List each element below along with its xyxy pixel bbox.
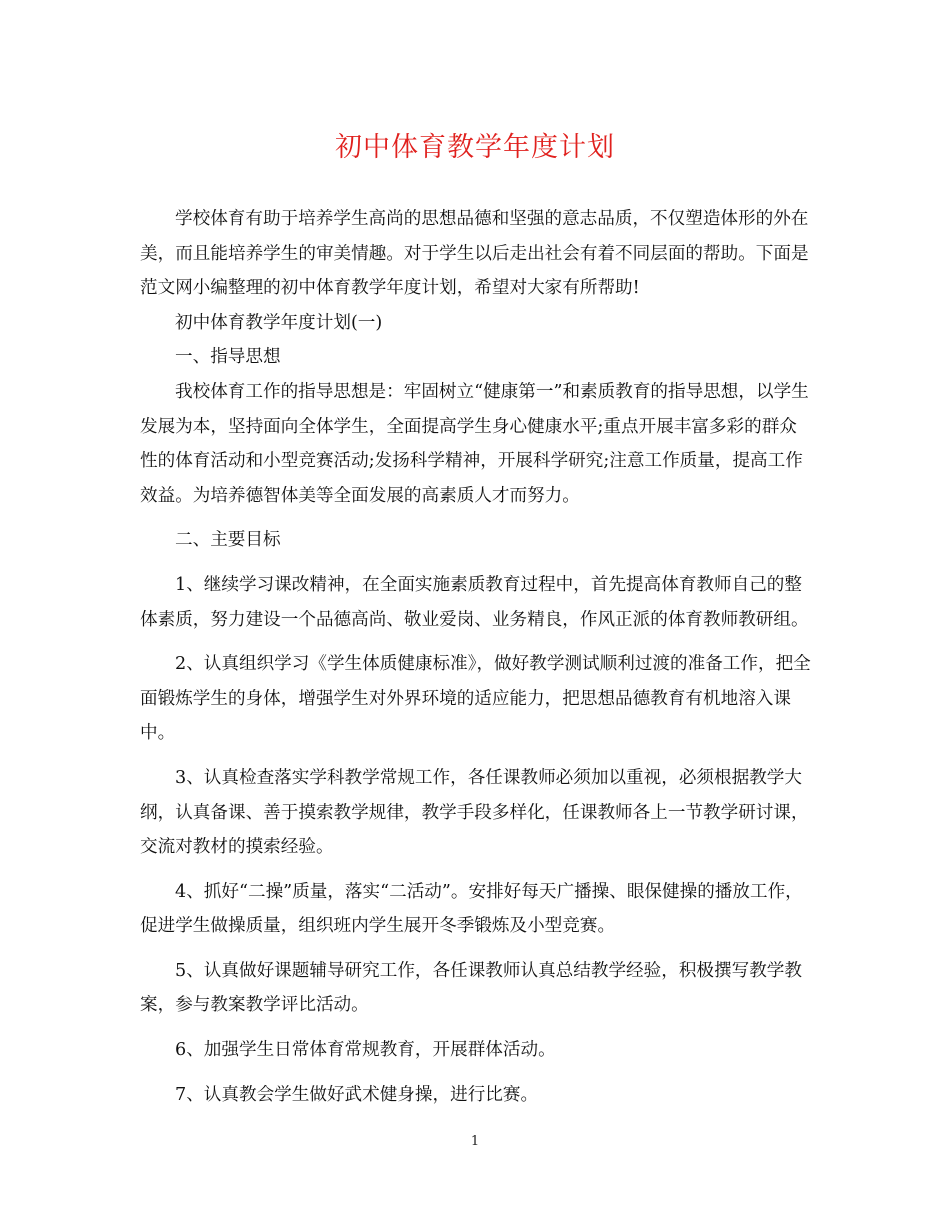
goal-item-3: 3、认真检查落实学科教学常规工作，各任课教师必须加以重视，必须根据教学大纲，认真备课、善于摸索教学规律，教学手段多样化，任课教师各上一节教学研讨课，交流对教材的摸索经验。 (140, 767, 809, 858)
intro-paragraph: 学校体育有助于培养学生高尚的思想品德和坚强的意志品质，不仅塑造体形的外在美，而且能培养学生的审美情趣。对于学生以后走出社会有着不同层面的帮助。下面是范文网小编整理的初中体育教学年度计划，希望对大家有所帮助! (140, 209, 809, 299)
section-heading-main-goals: 二、主要目标 (175, 530, 281, 551)
plan-heading: 初中体育教学年度计划(一) (175, 312, 383, 333)
document-body (140, 202, 812, 1112)
page-number: 1 (470, 1134, 480, 1149)
goal-item-6: 6、加强学生日常体育常规教育，开展群体活动。 (175, 1040, 556, 1061)
guiding-thought-paragraph: 我校体育工作的指导思想是：牢固树立“健康第一”和素质教育的指导思想，以学生发展为本，坚持面向全体学生，全面提高学生身心健康水平;重点开展丰富多彩的群众性的体育活动和小型竞赛活动;发扬科学精神，开展科学研究;注意工作质量，提高工作效益。为培养德智体美等全面发展的高素质人才而努力。 (140, 381, 809, 506)
section-heading-guiding-thought: 一、指导思想 (175, 347, 281, 368)
document-title: 初中体育教学年度计划 (335, 132, 615, 163)
goal-item-2: 2、认真组织学习《学生体质健康标准》，做好教学测试顺利过渡的准备工作，把全面锻炼学生的身体，增强学生对外界环境的适应能力，把思想品德教育有机地溶入课中。 (140, 654, 811, 744)
goal-item-4: 4、抓好“二操”质量，落实“二活动”。安排好每天广播操、眼保健操的播放工作，促进学生做操质量，组织班内学生展开冬季锻炼及小型竞赛。 (140, 881, 803, 937)
goal-item-7: 7、认真教会学生做好武术健身操，进行比赛。 (175, 1084, 539, 1105)
goal-item-5: 5、认真做好课题辅导研究工作，各任课教师认真总结教学经验，积极撰写教学教案，参与教案教学评比活动。 (140, 960, 802, 1016)
goal-item-1: 1、继续学习课改精神，在全面实施素质教育过程中，首先提高体育教师自己的整体素质，努力建设一个品德高尚、敬业爱岗、业务精良，作风正派的体育教师教研组。 (140, 574, 809, 630)
